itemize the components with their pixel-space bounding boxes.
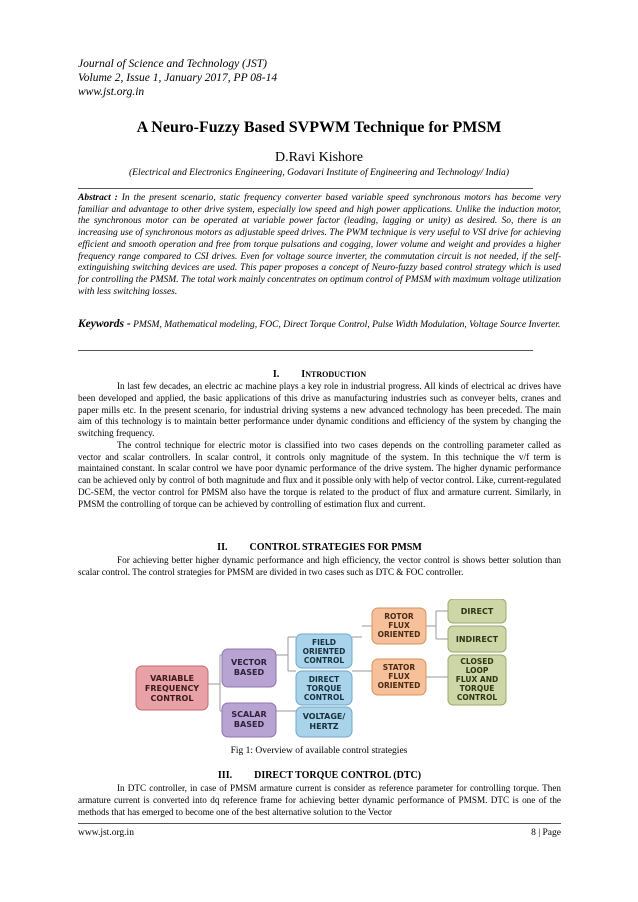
paragraph: In last few decades, an electric ac machine plays a key role in industrial progress. All kinds of electrical ac drives have been developed and applied, the basic applications of this drive as manufacturing industries such as conveyer belts, cranes and paper mills etc. In the present scenario, for industrial driving systems a new advanced technology has been preceded. The main aim of this technology is to maintain better performance under dynamic conditions and efficiency of the system by changing the switching frequency. [78,381,561,438]
abstract-bottom-rule [78,350,533,351]
node-direct [448,599,506,623]
journal-name: Journal of Science and Technology (JST) [78,58,267,70]
node-label: DIRECT [308,675,340,684]
node-label: CLOSED [460,657,494,666]
node-label: HERTZ [309,722,339,731]
node-indirect [448,626,506,652]
node-closed-loop-flux-and-torque-control [448,655,506,705]
node-label: FLUX [388,672,410,681]
connector [276,637,296,671]
node-label: LOOP [465,666,489,675]
node-stator-flux-oriented [372,659,426,695]
node-label: TORQUE [459,684,495,693]
node-label: STATOR [382,663,416,672]
node-label: TORQUE [306,684,342,693]
section-heading-dtc: III. DIRECT TORQUE CONTROL (DTC) [217,770,422,781]
abstract-text: In the present scenario, static frequency converter based variable speed synchronous motors has become very familiar and advantage to other drive system, especially low speed and high power applications. Unlike the induction motor, the synchronous motor can be operated at variable power factor (leading, lagging or unity) as desired. So, there is an increasing use of synchronous motors as adjustable speed drives. The PWM technique is very useful to VSI drive for achieving efficient and smooth operation and free from torque pulsations and cogging, lower volume and weight and provides a higher frequency range compared to CSI drives. Even for voltage source inverter, the commutation circuit is not needed, if the self-extinguishing switching devices are used. This paper proposes a concept of Neuro-fuzzy based control strategy which is used for controlling the PMSM. The total work mainly concentrates on optimum control of PMSM with maximum voltage utilization with less switching losses. [78,193,561,297]
node-label: DIRECT [460,607,494,616]
figure-caption: Fig 1: Overview of available control strategies [230,746,408,756]
keywords-label: Keywords - [78,318,131,330]
footer-url[interactable]: www.jst.org.in [78,828,134,838]
node-label: FREQUENCY [144,684,200,693]
node-label: VARIABLE [150,674,194,683]
journal-url[interactable]: www.jst.org.in [78,86,145,98]
node-label: CONTROL [303,693,345,702]
node-label: ORIENTED [377,630,421,639]
affiliation: (Electrical and Electronics Engineering, Godavari Institute of Engineering and Technology/ India) [128,167,510,178]
node-scalar-based [222,703,276,737]
node-voltage-hertz [296,707,352,737]
abstract-top-rule [78,188,533,189]
control-strategies-diagram [134,599,510,739]
node-vector-based [222,649,276,687]
abstract [78,193,561,298]
node-label: CONTROL [303,656,345,665]
page-number: 8 | Page [531,828,561,838]
node-label: VOLTAGE/ [302,712,346,721]
paragraph: In DTC controller, in case of PMSM armature current is consider as reference parameter for controlling torque. Then armature current is converted into dq reference frame for achieving better dynamic performance of PMSM. DTC is one of the methods that has emerged to become one of the best alternative solution to the Vector [78,783,561,817]
footer-rule [78,823,561,824]
node-label: CONTROL [150,694,194,703]
node-label: FLUX [388,621,410,630]
node-rotor-flux-oriented [372,608,426,644]
section-heading-control-strategies: II. CONTROL STRATEGIES FOR PMSM [217,542,422,553]
control-strategies-body [78,555,561,579]
node-label: ORIENTED [302,647,346,656]
node-label: SCALAR [231,710,267,719]
node-label: BASED [233,668,265,677]
keywords [78,318,561,331]
node-label: CONTROL [456,693,498,702]
journal-volume: Volume 2, Issue 1, January 2017, PP 08-14 [78,72,278,84]
node-label: ROTOR [384,612,414,621]
node-label: BASED [233,720,265,729]
connector [425,611,448,639]
paragraph: For achieving better higher dynamic performance and high efficiency, the vector control is shows better solution than scalar control. The control strategies for PMSM are divided in two cases such as DTC & FOC controller. [78,555,561,577]
dtc-body [78,783,561,818]
connector [352,626,374,637]
node-field-oriented-control [296,634,352,668]
node-label: FIELD [311,638,337,647]
node-label: FLUX AND [455,675,499,684]
node-label: ORIENTED [377,681,421,690]
keywords-text: PMSM, Mathematical modeling, FOC, Direct Torque Control, Pulse Width Modulation, Voltage Source Inverter. [133,320,561,330]
paper-title: A Neuro-Fuzzy Based SVPWM Technique for PMSM [136,119,502,136]
abstract-label: Abstract : [78,193,118,203]
node-direct-torque-control [296,671,352,705]
introduction-body [78,381,561,510]
node-label: VECTOR [231,658,267,667]
paragraph: The control technique for electric motor is classified into two cases depends on the controlling parameter called as vector and scalar controllers. In scalar control, it controls only magnitude of the system. In this technique the v/f term is maintained constant. In scalar control we have poor dynamic performance of the drive system. The higher dynamic performance can be achieved only by control of both magnitude and flux and it possible only with help of vector control. Like, current-regulated DC-SEM, the vector control for PMSM also have the torque is related to the product of flux and armature current. Similarly, in PMSM the controlling of torque can be achieved by controlling of estimation flux and current. [78,439,561,509]
author: D.Ravi Kishore [275,150,363,165]
node-variable-frequency [136,666,208,710]
node-label: INDIRECT [455,635,499,644]
section-heading-introduction: I. INTRODUCTION [272,369,367,380]
